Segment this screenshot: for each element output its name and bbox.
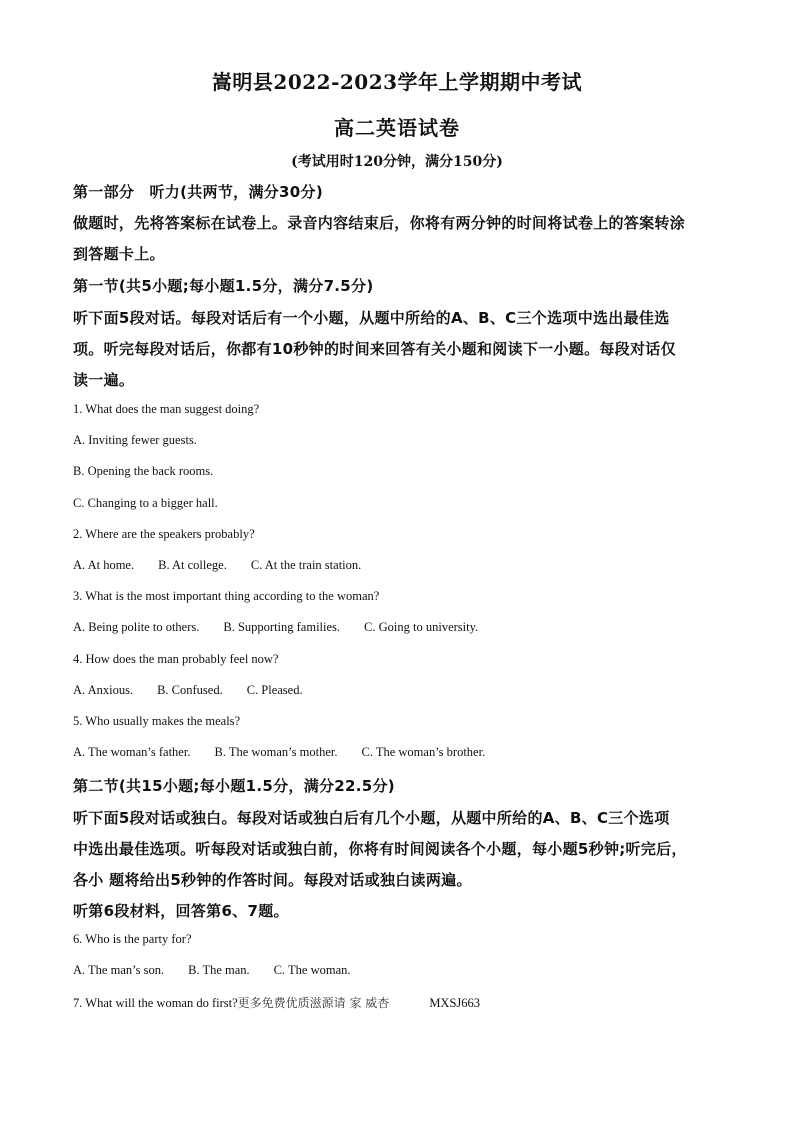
option-b: B. At college. <box>158 558 227 572</box>
watermark-code: MXSJ663 <box>429 996 481 1010</box>
option-b: B. The man. <box>188 963 250 977</box>
material-6-heading: 听第6段材料，回答第6、7题。 <box>73 902 289 920</box>
question-6-stem: 6. Who is the party for? <box>73 932 192 946</box>
option-c: C. At the train station. <box>250 558 362 572</box>
option-b: B. Supporting families. <box>223 620 341 634</box>
section2-instructions-line3: 各小 题将给出5秒钟的作答时间。每段对话或独白读两遍。 <box>73 871 472 889</box>
option-a: A. Being polite to others. <box>73 620 200 634</box>
option-c: C. The woman’s brother. <box>361 745 486 759</box>
question-3-options <box>73 620 733 635</box>
part1-heading: 第一部分 听力(共两节，满分30分) <box>73 183 323 201</box>
question-1-option-b: B. Opening the back rooms. <box>73 464 214 478</box>
part1-instructions-line1: 做题时，先将答案标在试卷上。录音内容结束后，你将有两分钟的时间将试卷上的答案转涂 <box>73 214 686 232</box>
question-7-line <box>73 994 733 1011</box>
exam-title: 嵩明县2022-2023学年上学期期中考试 <box>211 70 583 94</box>
question-1-option-a: A. Inviting fewer guests. <box>73 433 197 447</box>
option-a: A. At home. <box>73 558 135 572</box>
question-6-options <box>73 963 733 978</box>
option-a: A. The woman’s father. <box>73 745 191 759</box>
option-b: B. Confused. <box>157 683 223 697</box>
question-5-stem: 5. Who usually makes the meals? <box>73 714 241 728</box>
question-2-options <box>73 558 733 573</box>
watermark-text: 更多免费优质滋源请 家 威杏 <box>237 996 390 1010</box>
exam-info: (考试用时120分钟，满分150分) <box>291 154 503 170</box>
part1-instructions-line2: 到答题卡上。 <box>73 245 165 263</box>
option-c: C. Pleased. <box>246 683 303 697</box>
section1-instructions-line3: 读一遍。 <box>73 371 135 389</box>
question-1-option-c: C. Changing to a bigger hall. <box>73 496 218 510</box>
question-2-stem: 2. Where are the speakers probably? <box>73 527 255 541</box>
option-b: B. The woman’s mother. <box>214 745 338 759</box>
option-a: A. Anxious. <box>73 683 134 697</box>
exam-subtitle: 高二英语试卷 <box>334 116 460 140</box>
question-4-options <box>73 683 733 698</box>
question-4-stem: 4. How does the man probably feel now? <box>73 652 279 666</box>
question-1-stem: 1. What does the man suggest doing? <box>73 402 260 416</box>
option-c: C. Going to university. <box>364 620 479 634</box>
section2-instructions-line2: 中选出最佳选项。听每段对话或独白前，你将有时间阅读各个小题，每小题5秒钟;听完后， <box>73 840 687 858</box>
option-a: A. The man’s son. <box>73 963 165 977</box>
section1-heading: 第一节(共5小题;每小题1.5分，满分7.5分) <box>73 277 374 295</box>
section2-heading: 第二节(共15小题;每小题1.5分，满分22.5分) <box>73 777 395 795</box>
section1-instructions-line2: 项。听完每段对话后，你都有10秒钟的时间来回答有关小题和阅读下一小题。每段对话仅 <box>73 340 676 358</box>
section1-instructions-line1: 听下面5段对话。每段对话后有一个小题，从题中所给的A、B、C三个选项中选出最佳选 <box>73 309 670 327</box>
question-7-stem: 7. What will the woman do first? <box>73 996 238 1010</box>
option-c: C. The woman. <box>273 963 351 977</box>
question-3-stem: 3. What is the most important thing according to the woman? <box>73 589 380 603</box>
section2-instructions-line1: 听下面5段对话或独白。每段对话或独白后有几个小题，从题中所给的A、B、C三个选项 <box>73 809 670 827</box>
question-5-options <box>73 745 733 760</box>
